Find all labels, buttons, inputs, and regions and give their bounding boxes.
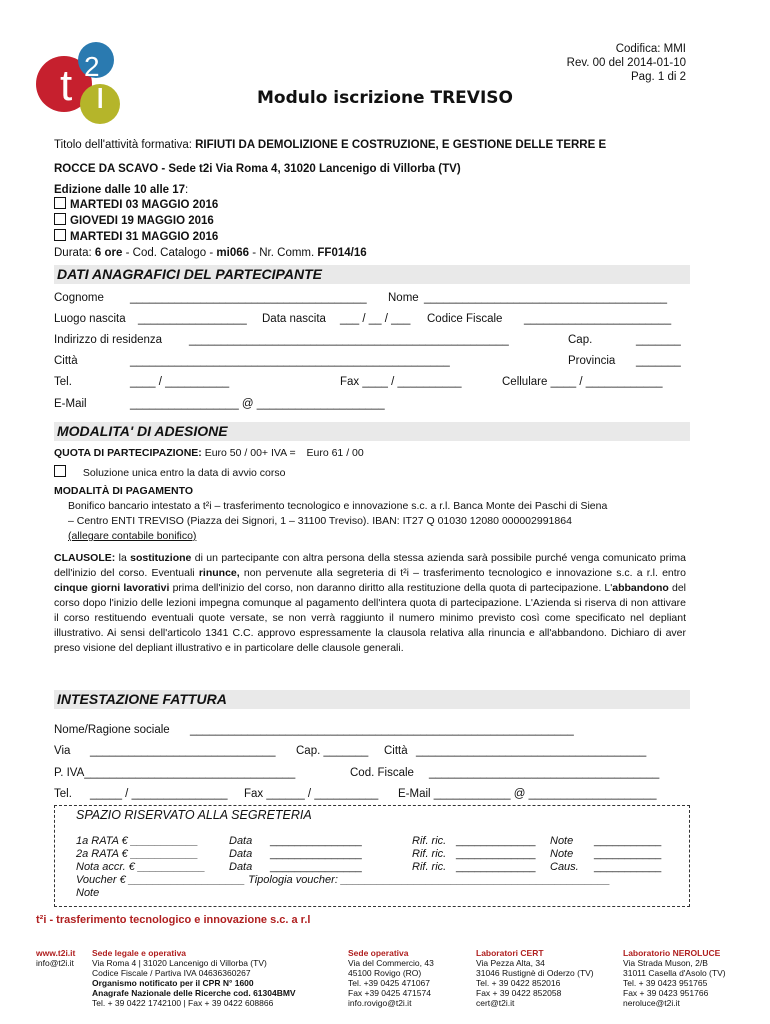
clausole-label: CLAUSOLE:	[54, 552, 116, 564]
soluzione-option[interactable]	[54, 465, 686, 480]
pagamento-heading: MODALITÀ DI PAGAMENTO	[54, 485, 194, 497]
section-dati-anagrafici	[54, 265, 690, 284]
rata1-field[interactable]: 1a RATA € ___________	[76, 835, 199, 847]
footer-legale	[92, 948, 296, 1008]
citta-field[interactable]: ____________________________________	[416, 745, 647, 757]
durata-line	[54, 244, 686, 262]
fax-field[interactable]: Fax ______ / __________	[244, 788, 379, 800]
footer-operativa	[348, 948, 434, 1008]
tel-row[interactable]	[54, 373, 686, 391]
op-line: Fax +39 0425 471574	[348, 988, 431, 998]
rif-column	[412, 835, 446, 874]
titolo-value: RIFIUTI DA DEMOLIZIONE E COSTRUZIONE, E GESTIONE DELLE TERRE E	[195, 139, 607, 151]
date-checkbox[interactable]	[54, 213, 66, 225]
luogo-field[interactable]: _________________	[138, 313, 247, 325]
ner-heading: Laboratorio NEROLUCE	[623, 948, 721, 958]
note-field[interactable]: ___________	[594, 848, 662, 860]
data-field[interactable]: _______________	[270, 861, 362, 873]
comm-value: FF014/16	[317, 247, 367, 259]
tel-fattura-row[interactable]	[54, 785, 686, 803]
clausole-part: prima dell'inizio del corso, non daranno diritto alla restituzione della quota di partecipazione. L'	[169, 582, 613, 594]
via-label: Via	[54, 745, 71, 757]
cap-field[interactable]: Cap. _______	[296, 745, 369, 757]
cap-label: Cap.	[568, 334, 593, 346]
ner-line: Tel. + 39 0423 951765	[623, 978, 708, 988]
clausole-text	[54, 551, 686, 656]
clausole-bold: abbandono	[612, 582, 669, 594]
cf-field[interactable]: ____________________________________	[429, 767, 660, 779]
t2i-logo	[34, 42, 138, 128]
tel-label: Tel.	[54, 788, 72, 800]
indirizzo-field[interactable]: __________________________________________________	[189, 334, 509, 346]
email-link[interactable]: info@t2i.it	[36, 958, 74, 968]
section-heading: DATI ANAGRAFICI DEL PARTECIPANTE	[57, 266, 322, 282]
segreteria-heading: SPAZIO RISERVATO ALLA SEGRETERIA	[76, 808, 312, 822]
cf-field[interactable]: _______________________	[524, 313, 672, 325]
footer-cert	[476, 948, 594, 1008]
section-heading: INTESTAZIONE FATTURA	[57, 691, 227, 707]
ner-line: 31011 Casella d'Asolo (TV)	[623, 968, 726, 978]
rif-label: Rif. ric.	[412, 835, 447, 847]
comm-label: - Nr. Comm.	[252, 247, 315, 259]
email-field[interactable]: E-Mail ____________ @ ____________________	[398, 788, 657, 800]
nota-field[interactable]: Nota accr. € ___________	[76, 861, 206, 873]
ner-line: Via Strada Muson, 2/B	[623, 958, 708, 968]
legale-line: Anagrafe Nazionale delle Ricerche cod. 61304BMV	[92, 988, 296, 998]
date-checkbox[interactable]	[54, 229, 66, 241]
fax-field[interactable]: Fax ____ / __________	[340, 376, 462, 388]
clausole-part: la	[115, 552, 131, 564]
cf-label: Codice Fiscale	[427, 313, 503, 325]
email-label: E-Mail	[54, 398, 87, 410]
pagamento-line: (allegare contabile bonifico)	[68, 530, 197, 542]
cellulare-field[interactable]: Cellulare ____ / ____________	[502, 376, 663, 388]
citta-field[interactable]: __________________________________________________	[130, 355, 450, 367]
edizione-colon: :	[185, 184, 189, 196]
indirizzo-row[interactable]	[54, 331, 686, 349]
caus-field[interactable]: ___________	[594, 861, 662, 873]
citta-row[interactable]	[54, 352, 686, 370]
tipologia-field[interactable]: Tipologia voucher: ____________________________________________	[248, 874, 611, 886]
cert-line: Via Pezza Alta, 34	[476, 958, 545, 968]
clausole-part: non pervenute alla segreteria di t²i – trasferimento tecnologico e innovazione s.c. a r.l. entro	[239, 567, 686, 579]
cap-field[interactable]: _______	[636, 334, 681, 346]
quota-value: Euro 50 / 00+ IVA =	[204, 447, 296, 459]
pagamento-text	[68, 499, 686, 544]
nome-label: Nome	[388, 292, 419, 304]
voucher-field[interactable]: Voucher € ___________________	[76, 874, 246, 886]
note-label: Note	[550, 848, 574, 860]
svg-text:i: i	[96, 75, 105, 117]
course-title-line2: ROCCE DA SCAVO - Sede t2i Via Roma 4, 31020 Lancenigo di Villorba (TV)	[54, 163, 461, 175]
cert-line: Fax + 39 0422 852058	[476, 988, 562, 998]
email-row[interactable]	[54, 395, 686, 413]
cert-heading: Laboratori CERT	[476, 948, 544, 958]
date-label: MARTEDI 31 MAGGIO 2016	[70, 231, 219, 243]
legale-line: Tel. + 39 0422 1742100 | Fax + 39 0422 608866	[92, 998, 274, 1008]
note-lines	[594, 835, 661, 874]
quota-total: Euro 61 / 00	[306, 447, 364, 459]
via-field[interactable]: _____________________________	[90, 745, 276, 757]
rata2-field[interactable]: 2a RATA € ___________	[76, 848, 199, 860]
section-heading: MODALITA' DI ADESIONE	[57, 423, 228, 439]
note-field[interactable]: ___________	[594, 835, 662, 847]
nome-field[interactable]: ______________________________________	[424, 292, 668, 304]
cognome-field[interactable]: _____________________________________	[130, 292, 367, 304]
clausole-part: del corso dopo l'inizio delle lezioni impegna comunque al pagamento dell'intera quota di partecipazione. L'Azienda si riserva di non attivare il corso restituendo eventuali quote versate, se non verrà raggiunto il numero minimo previsto così come specificato nel depliant illustrativo. Ai sensi dell'articolo 1341 C.C. approvo espressamente la clausola relativa alla rinuncia e all'abbandono. Dichiaro di aver preso visione del depliant illustrativo e in particolare delle clausole generali.	[54, 582, 686, 654]
data-label: Data	[229, 848, 253, 860]
ragione-label: Nome/Ragione sociale	[54, 724, 170, 736]
op-line: 45100 Rovigo (RO)	[348, 968, 422, 978]
titolo-label: Titolo dell'attività formativa:	[54, 139, 192, 151]
soluzione-label: Soluzione unica entro la data di avvio corso	[82, 467, 286, 479]
legale-line: Organismo notificato per il CPR N° 1600	[92, 978, 254, 988]
clausole-bold: cinque giorni lavorativi	[54, 582, 170, 594]
op-line: Tel. +39 0425 471067	[348, 978, 431, 988]
provincia-field[interactable]: _______	[636, 355, 681, 367]
data-label: Data	[229, 835, 253, 847]
quota-row	[54, 446, 686, 460]
nascita-row[interactable]	[54, 310, 686, 328]
tel-field[interactable]: _____ / _______________	[90, 788, 228, 800]
caus-label: Caus.	[550, 861, 579, 873]
pagamento-line: – Centro ENTI TREVISO (Piazza dei Signori, 1 – 31100 Treviso). IBAN: IT27 Q 01030 12080 000002991864	[68, 515, 572, 527]
data-nascita-label: Data nascita	[262, 313, 326, 325]
codifica: Codifica: MMI	[615, 43, 686, 55]
cognome-label: Cognome	[54, 292, 104, 304]
segreteria-left	[76, 835, 205, 874]
op-line: Via del Commercio, 43	[348, 958, 434, 968]
rif-field[interactable]: _____________	[456, 835, 536, 847]
voucher-row	[76, 874, 610, 900]
cert-line: Tel. + 39 0422 852016	[476, 978, 561, 988]
svg-text:t: t	[60, 61, 73, 110]
cod-label: - Cod. Catalogo -	[125, 247, 214, 259]
data-lines	[270, 835, 362, 874]
edizione-label: Edizione dalle 10 alle 17	[54, 184, 186, 196]
section-fattura	[54, 690, 690, 709]
legale-line: Codice Fiscale / Partiva IVA 04636360267	[92, 968, 251, 978]
page-title: Modulo iscrizione TREVISO	[257, 88, 513, 108]
data-field[interactable]: _______________	[270, 848, 362, 860]
svg-text:2: 2	[84, 51, 100, 82]
cert-line: 31046 Rustignè di Oderzo (TV)	[476, 968, 594, 978]
citta-label: Città	[54, 355, 78, 367]
note-label: Note	[76, 887, 100, 899]
email-field[interactable]: _________________ @ ____________________	[130, 398, 385, 410]
section-adesione	[54, 422, 690, 441]
revision: Rev. 00 del 2014-01-10	[566, 57, 686, 69]
quota-label: QUOTA DI PARTECIPAZIONE:	[54, 447, 202, 459]
legale-line: Via Roma 4 | 31020 Lancenigo di Villorba (TV)	[92, 958, 267, 968]
data-column	[229, 835, 252, 874]
course-title-line1	[54, 136, 686, 154]
cert-line: cert@t2i.it	[476, 998, 515, 1008]
clausole-bold: sostituzione	[130, 552, 192, 564]
rif-field[interactable]: _____________	[456, 861, 536, 873]
data-label: Data	[229, 861, 253, 873]
date-label: MARTEDI 03 MAGGIO 2016	[70, 199, 219, 211]
piva-field[interactable]: P. IVA_________________________________	[54, 767, 296, 779]
rif-field[interactable]: _____________	[456, 848, 536, 860]
cod-value: mi066	[216, 247, 250, 259]
footer-web	[36, 948, 75, 968]
clausole-bold: rinunce,	[198, 567, 240, 579]
op-heading: Sede operativa	[348, 948, 409, 958]
clausole-part: di un partecipante con altra persona della stessa azienda sarà possibile purché venga comunicato prima dell'inizio del corso. Eventuali	[54, 552, 686, 579]
data-nascita-field[interactable]: ___ / __ / ___	[340, 313, 411, 325]
rif-lines	[456, 835, 536, 874]
cognome-row[interactable]	[54, 289, 686, 307]
op-line: info.rovigo@t2i.it	[348, 998, 412, 1008]
via-row[interactable]	[54, 742, 686, 760]
data-field[interactable]: _______________	[270, 835, 362, 847]
footer-company: t²i - trasferimento tecnologico e innovazione s.c. a r.l	[36, 914, 311, 926]
ner-line: neroluce@t2i.it	[623, 998, 680, 1008]
indirizzo-label: Indirizzo di residenza	[54, 334, 163, 346]
provincia-label: Provincia	[568, 355, 616, 367]
footer-neroluce	[623, 948, 726, 1008]
legale-heading: Sede legale e operativa	[92, 948, 187, 958]
rif-label: Rif. ric.	[412, 861, 447, 873]
tel-label: Tel.	[54, 376, 72, 388]
luogo-label: Luogo nascita	[54, 313, 126, 325]
rif-label: Rif. ric.	[412, 848, 447, 860]
document-code	[567, 42, 686, 84]
durata-value: 6 ore	[94, 247, 123, 259]
ragione-field[interactable]: ____________________________________________________________	[190, 724, 574, 736]
note-label: Note	[550, 835, 574, 847]
citta-label: Città	[384, 745, 408, 757]
page-number: Pag. 1 di 2	[631, 71, 686, 83]
piva-row[interactable]	[54, 764, 686, 782]
note-column	[550, 835, 579, 874]
durata-label: Durata:	[54, 247, 92, 259]
website-link[interactable]: www.t2i.it	[36, 948, 76, 958]
date-label: GIOVEDI 19 MAGGIO 2016	[70, 215, 214, 227]
cf-label: Cod. Fiscale	[350, 767, 414, 779]
pagamento-line: Bonifico bancario intestato a t²i – trasferimento tecnologico e innovazione s.c. a r.l. Banca Monte dei Paschi di Siena	[68, 500, 608, 512]
ner-line: Fax + 39 0423 951766	[623, 988, 709, 998]
ragione-row[interactable]	[54, 721, 686, 739]
date-checkbox[interactable]	[54, 197, 66, 209]
tel-field[interactable]: ____ / __________	[130, 376, 230, 388]
soluzione-checkbox[interactable]	[54, 465, 66, 477]
